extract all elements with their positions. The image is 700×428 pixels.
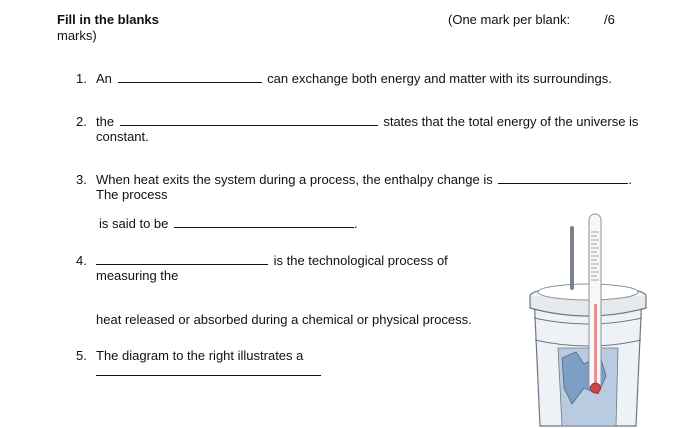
question-2-before: the — [96, 114, 115, 129]
worksheet-title: Fill in the blanks — [57, 12, 159, 27]
question-4-blank[interactable] — [96, 253, 268, 265]
question-5-number: 5. — [76, 348, 87, 363]
marks-total: /6 — [604, 12, 615, 27]
question-1-number: 1. — [76, 71, 87, 86]
question-3-blank-1[interactable] — [498, 172, 628, 184]
question-2-number: 2. — [76, 114, 87, 129]
question-5-blank[interactable] — [96, 364, 321, 376]
question-3-blank-2[interactable] — [174, 216, 354, 228]
marks-label: (One mark per blank: — [448, 12, 571, 27]
question-3-line1 — [96, 172, 632, 187]
question-1-blank[interactable] — [118, 71, 262, 83]
question-4-after: is the technological process of — [273, 253, 448, 268]
question-1-before: An — [96, 71, 112, 86]
question-3-line2: The process — [96, 187, 168, 202]
question-3-said-to-be: is said to be — [99, 216, 169, 231]
marks-continued: marks) — [57, 28, 97, 43]
question-2 — [96, 114, 638, 129]
question-5-line1: The diagram to the right illustrates a — [96, 348, 304, 363]
question-3-period-2: . — [354, 216, 358, 231]
question-4-line3: heat released or absorbed during a chemical or physical process. — [96, 312, 472, 327]
question-1-after: can exchange both energy and matter with its surroundings. — [267, 71, 612, 86]
question-3-number: 3. — [76, 172, 87, 187]
question-4-line2: measuring the — [96, 268, 179, 283]
question-3-text: When heat exits the system during a process, the enthalpy change is — [96, 172, 493, 187]
question-1 — [96, 71, 612, 86]
coffee-cup-calorimeter-icon — [518, 208, 658, 428]
question-4-number: 4. — [76, 253, 87, 268]
question-2-line2: constant. — [96, 129, 149, 144]
question-2-blank[interactable] — [120, 114, 378, 126]
question-3-line3 — [99, 216, 358, 231]
question-2-after: states that the total energy of the universe is — [383, 114, 639, 129]
question-3-period-1: . — [628, 172, 632, 187]
question-4 — [96, 253, 448, 268]
